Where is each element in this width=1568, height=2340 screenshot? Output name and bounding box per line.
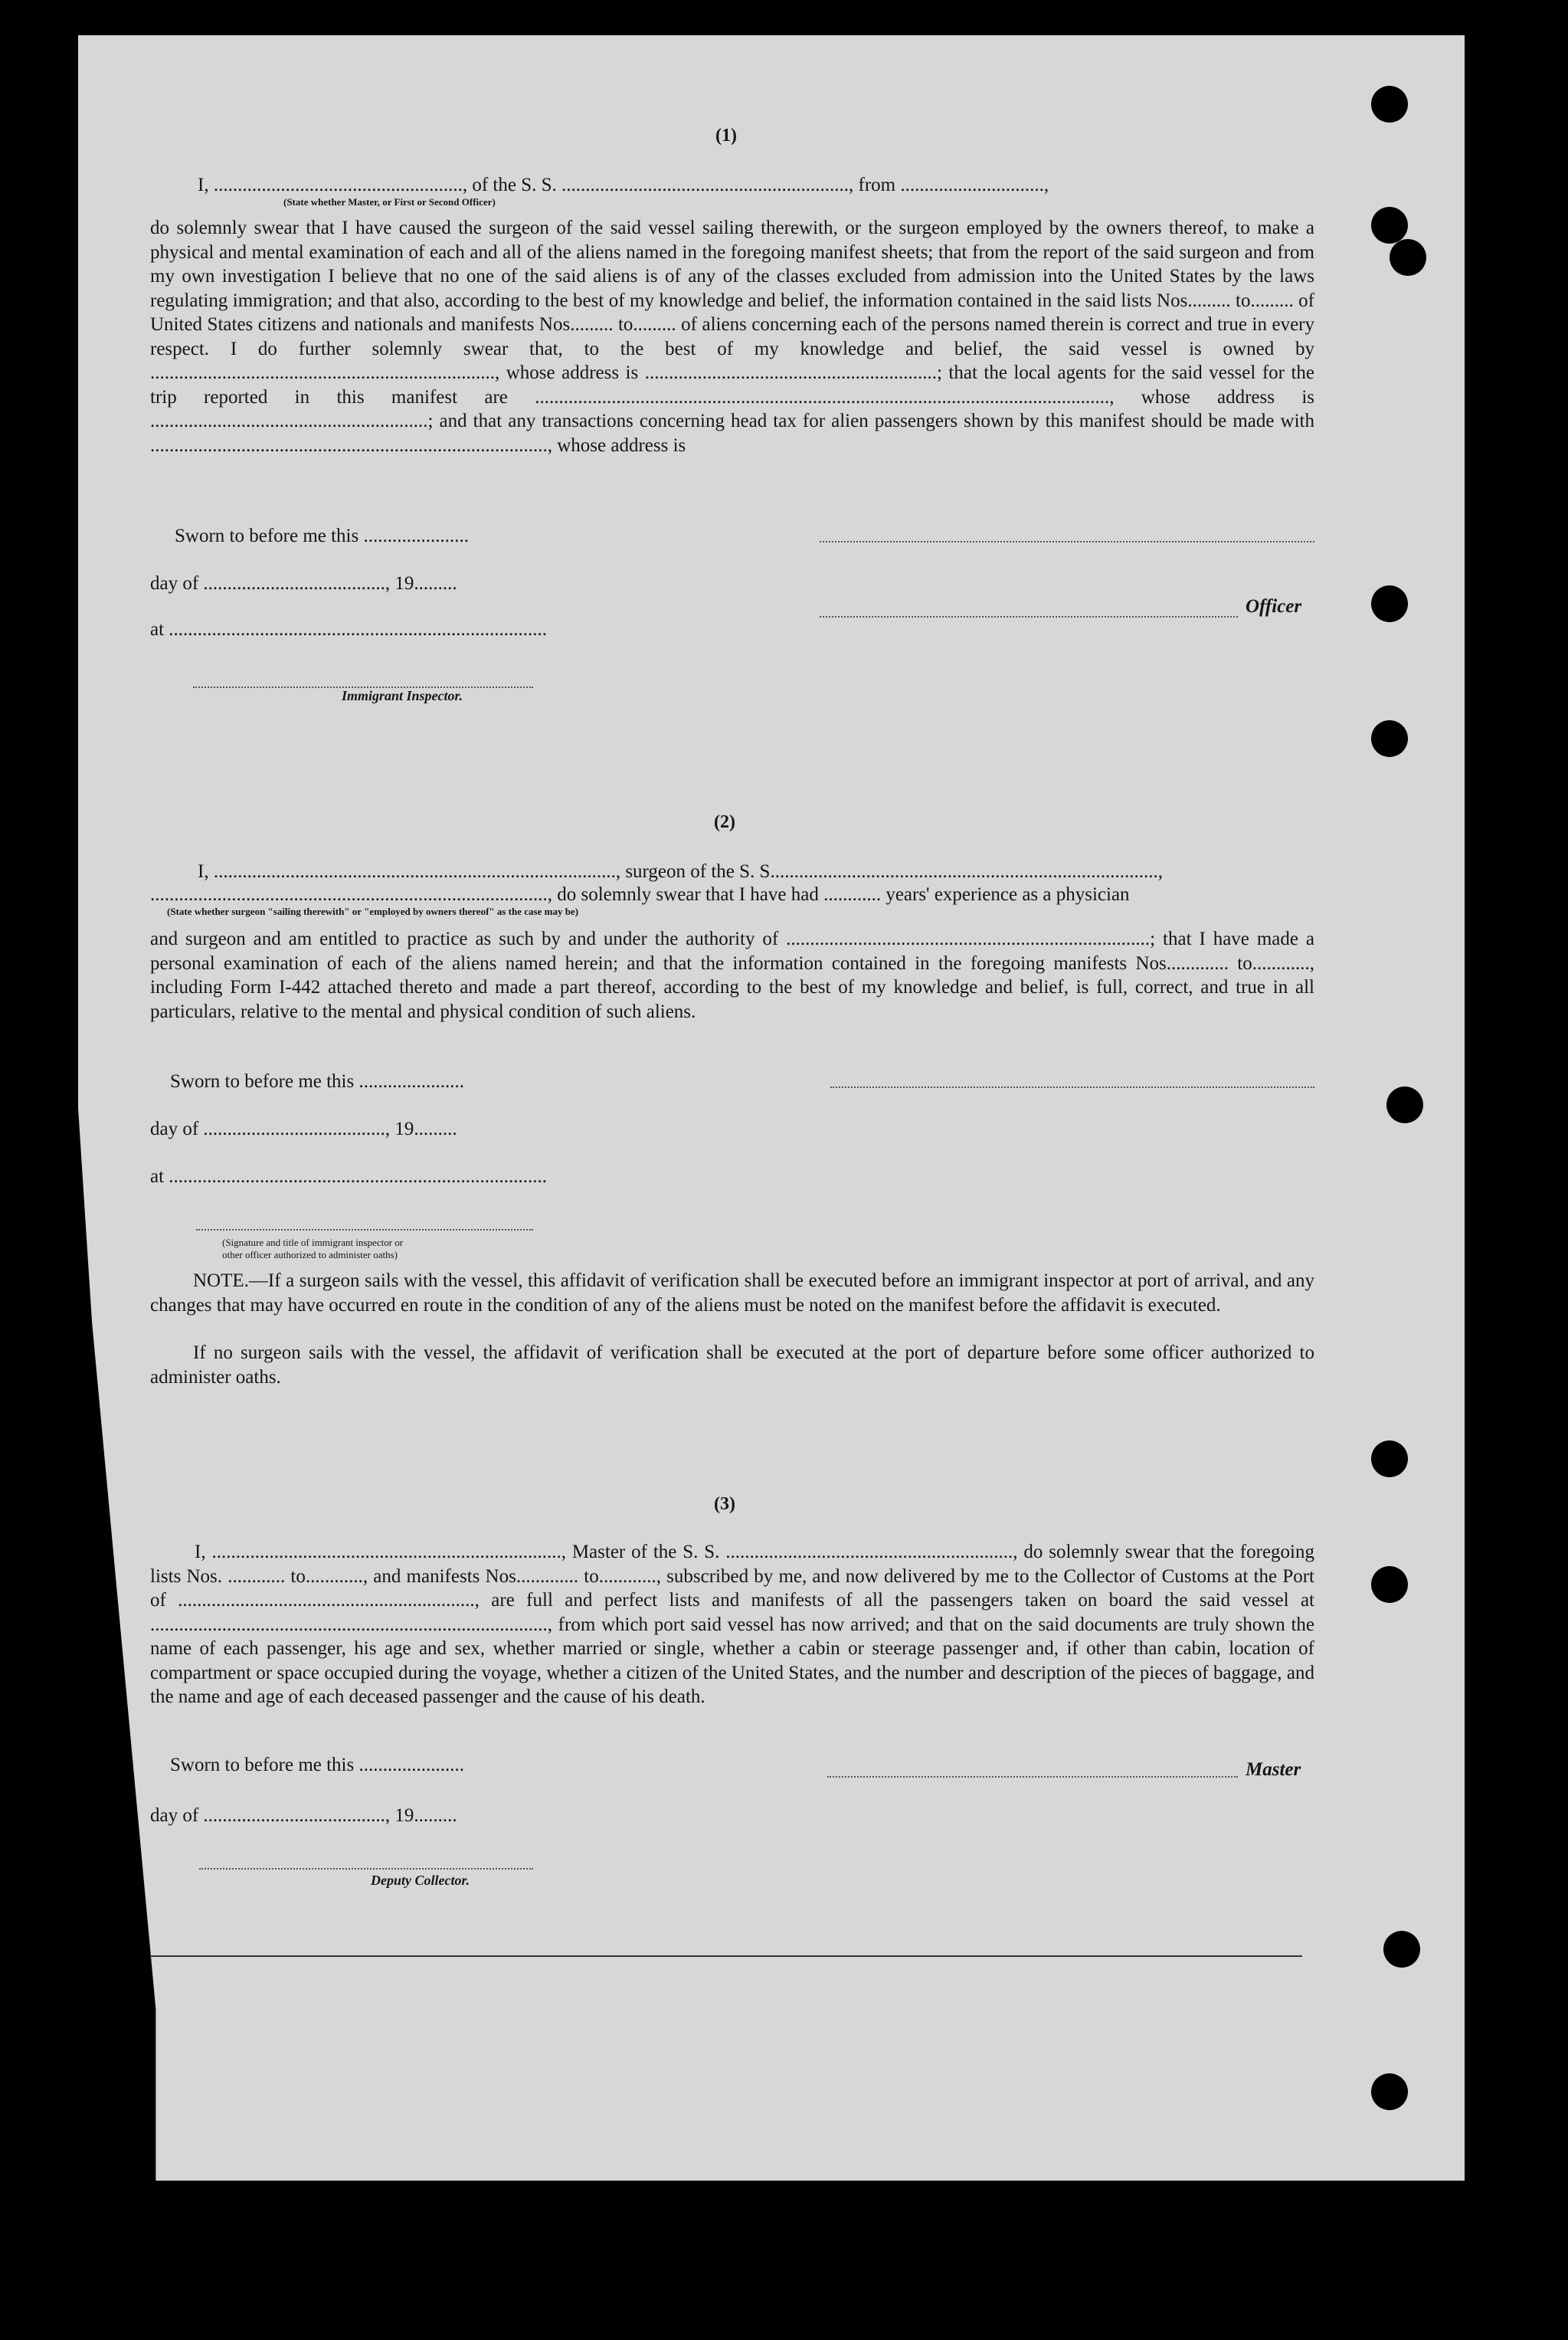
punch-hole	[1371, 86, 1408, 123]
at-line: at ...............................................................................	[150, 1166, 548, 1187]
punch-hole	[1371, 207, 1408, 244]
officer-label: Officer	[1246, 596, 1302, 617]
master-label: Master	[1246, 1759, 1301, 1780]
collector-label: Deputy Collector.	[371, 1873, 470, 1888]
punch-hole	[1390, 239, 1426, 276]
punch-hole	[1386, 1086, 1423, 1123]
signature-line	[827, 1776, 1238, 1778]
oath-lead-line-2: ..................................................................................., do solemnly swear that I have had ............ years' experience as a physician	[150, 884, 1130, 905]
signature-line	[820, 541, 1314, 542]
section-number: (3)	[714, 1494, 735, 1514]
signature-line	[199, 1868, 533, 1870]
section-number: (2)	[714, 812, 735, 832]
sworn-line: Sworn to before me this ......................	[175, 526, 469, 546]
oath-body: do solemnly swear that I have caused the surgeon of the said vessel sailing therewith, or the surgeon employed by the owners thereof, to make a physical and mental examination of each and all of the aliens named in the foregoing manifest sheets; that from the report of the said surgeon and from my own investigation I believe that no one of the said aliens is of any of the classes excluded from admission into the United States by the laws regulating immigration; and that also, according to the best of my knowledge and belief, the information contained in the said lists Nos......... to......... of United States citizens and nationals and manifests Nos......... to......... of aliens concerning each of the persons named therein is correct and true in every respect. I do further solemnly swear that, to the best of my knowledge and belief, the said vessel is owned by ........................................................................, whose address is .............................................................; that the local agents for the said vessel for the trip reported in this manifest are ........................................................................................................................, whose address is ..........................................................; and that any transactions concerning head tax for alien passengers shown by this manifest should be made with ..................................................................................., whose address is	[150, 218, 1314, 456]
sworn-line: Sworn to before me this ......................	[170, 1071, 464, 1092]
signature-line	[830, 1086, 1314, 1088]
punch-hole	[1371, 1440, 1408, 1477]
signature-note: other officer authorized to administer oaths)	[222, 1249, 398, 1260]
bottom-rule	[150, 1955, 1302, 1957]
signature-note: (Signature and title of immigrant inspector or	[222, 1237, 404, 1248]
punch-hole	[1371, 1566, 1408, 1603]
oath-note: (State whether Master, or First or Second Officer)	[283, 196, 496, 208]
section-number: (1)	[715, 126, 737, 146]
day-line: day of ......................................, 19.........	[150, 1805, 457, 1826]
signature-line	[820, 616, 1238, 618]
punch-hole	[1371, 720, 1408, 757]
oath-lead-line: I, ...................................................................................., surgeon of the S. S.................................................................................,	[198, 861, 1163, 882]
sworn-line: Sworn to before me this ......................	[170, 1755, 464, 1775]
inspector-label: Immigrant Inspector.	[342, 688, 463, 703]
oath-note: (State whether surgeon "sailing therewith" or "employed by owners thereof" as the case may be)	[167, 906, 579, 917]
oath-body: I, ........................................................................., Master of the S. S. ............................................................, do solemnly swear that the foregoing lists Nos. ............ to............, and manifests Nos............. to............, subscribed by me, and now delivered by me to the Collector of Customs at the Port of .............................................................., are full and perfect lists and manifests of all the passengers taken on board the said vessel at ..................................................................................., from which port said vessel has now arrived; and that on the said documents are truly shown the name of each passenger, his age and sex, whether married or single, whether a cabin or steerage passenger and, if other than cabin, location of compartment or space occupied during the voyage, whether a citizen of the United States, and the number and description of the pieces of baggage, and the name and age of each deceased passenger and the cause of his death.	[150, 1542, 1314, 1707]
day-line: day of ......................................, 19.........	[150, 573, 457, 594]
note-paragraph	[150, 1269, 1314, 1317]
note-paragraph-2: If no surgeon sails with the vessel, the affidavit of verification shall be executed at the port of departure before some officer authorized to administer oaths.	[150, 1342, 1314, 1388]
note-text: —If a surgeon sails with the vessel, this affidavit of verification shall be executed before an immigrant inspector at port of arrival, and any changes that may have occurred en route in the condition of any of the aliens must be noted on the manifest before the affidavit is executed.	[150, 1270, 1314, 1316]
day-line: day of ......................................, 19.........	[150, 1119, 457, 1139]
punch-hole	[1383, 1931, 1420, 1968]
oath-lead-line: I, ...................................................., of the S. S. ............................................................, from ..............................,	[198, 175, 1049, 195]
punch-hole	[1371, 585, 1408, 622]
signature-line	[196, 1229, 533, 1231]
punch-hole	[1371, 2073, 1408, 2110]
oath-body: and surgeon and am entitled to practice as such by and under the authority of ............................................................................; that I have made a personal examination of each of the aliens named herein; and that the information contained in the foregoing manifests Nos............. to............, including Form I-442 attached thereto and made a part thereof, according to the best of my knowledge and belief, is full, correct, and true in all particulars, relative to the mental and physical condition of such aliens.	[150, 929, 1314, 1022]
at-line: at ...............................................................................	[150, 619, 548, 640]
note-label: NOTE.	[193, 1270, 249, 1291]
